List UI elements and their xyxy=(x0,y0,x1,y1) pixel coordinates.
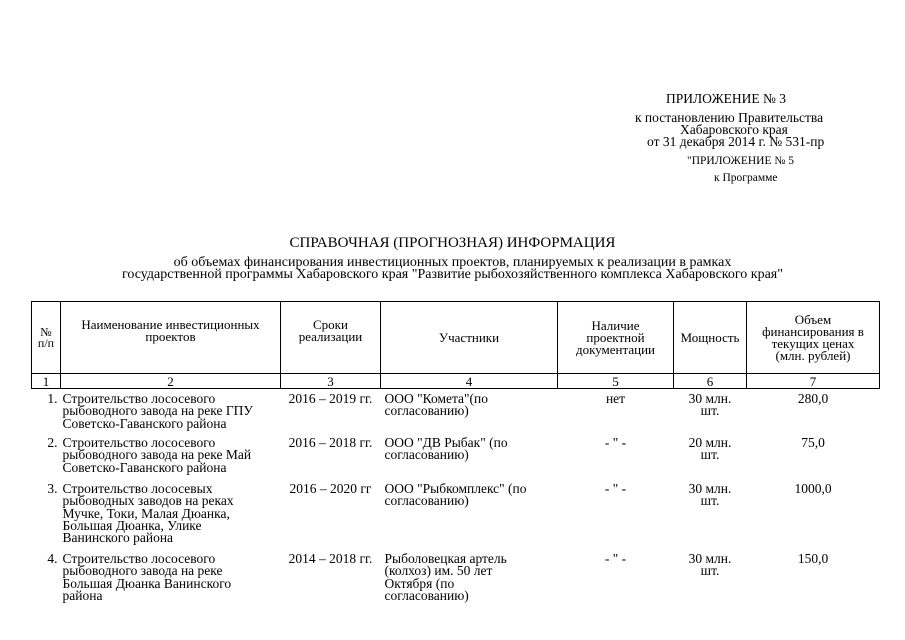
power-line: 30 млн. xyxy=(688,551,732,566)
project-power xyxy=(674,389,747,438)
project-volume: 1000,0 xyxy=(794,481,832,496)
header-volume-line-3: текущих ценах xyxy=(771,335,855,351)
project-name xyxy=(61,389,281,438)
project-term: 2014 – 2018 гг. xyxy=(288,551,373,566)
header-term-line-2: реализации xyxy=(298,329,363,344)
resolution-line-2: Хабаровского края xyxy=(680,122,788,137)
power-line: 20 млн. xyxy=(688,435,732,450)
project-name-line: Большая Дюанка, Улике xyxy=(62,517,202,533)
project-name-line: Мучке, Токи, Малая Дюанка, xyxy=(62,505,230,521)
project-name-line: рыбоводного завода на реке ГПУ xyxy=(62,403,253,419)
project-name-line: Большая Дюанка Ванинского xyxy=(62,575,232,591)
header-name-line-1: Наименование инвестиционных xyxy=(81,317,260,332)
power-line: шт. xyxy=(700,403,720,419)
project-participants xyxy=(381,437,558,483)
project-name-line: Строительство лососевого xyxy=(62,391,216,406)
project-name xyxy=(61,553,281,611)
project-docs: - " - xyxy=(604,481,627,496)
project-name-line: рыбоводного завода на реке xyxy=(62,563,223,579)
participants-line: согласованию) xyxy=(384,493,469,509)
header-volume-line-2: финансирования в xyxy=(762,323,864,339)
header-volume-line-4: (млн. рублей) xyxy=(775,347,851,363)
header-docs-line-2: проектной xyxy=(586,329,645,345)
participants-line: согласованию) xyxy=(384,447,469,463)
row-number: 2. xyxy=(47,435,58,450)
row-number: 1. xyxy=(47,391,58,406)
column-number: 3 xyxy=(281,374,381,389)
power-line: шт. xyxy=(700,563,720,579)
project-participants xyxy=(381,389,558,438)
document-title: СПРАВОЧНАЯ (ПРОГНОЗНАЯ) ИНФОРМАЦИЯ xyxy=(289,235,616,251)
project-name-line: Советско-Гаванского района xyxy=(62,415,227,431)
resolution-line-3: от 31 декабря 2014 г. № 531-пр xyxy=(647,134,825,149)
old-appendix-to: к Программе xyxy=(714,172,778,184)
header-docs-line-1: Наличие xyxy=(591,317,640,333)
participants-line: ООО "Рыбкомплекс" (по xyxy=(384,481,527,496)
participants-line: ООО "Комета"(по xyxy=(384,391,489,406)
project-docs: нет xyxy=(605,391,626,406)
project-name-line: Строительство лососевых xyxy=(62,481,213,496)
project-participants xyxy=(381,553,558,611)
power-line: 30 млн. xyxy=(688,391,732,406)
column-number: 5 xyxy=(558,374,674,389)
header-name xyxy=(61,302,281,374)
project-docs: - " - xyxy=(604,435,627,450)
project-name xyxy=(61,437,281,483)
project-name xyxy=(61,483,281,553)
participants-line: согласованию) xyxy=(384,587,469,603)
project-volume: 150,0 xyxy=(797,551,829,566)
column-number: 2 xyxy=(61,374,281,389)
participants-line: Рыболовецкая артель xyxy=(384,551,507,566)
resolution-line-1: к постановлению Правительства xyxy=(635,110,824,125)
header-term-line-1: Сроки xyxy=(313,317,348,332)
project-docs: - " - xyxy=(604,551,627,566)
header-term xyxy=(281,302,381,374)
old-appendix-number: "ПРИЛОЖЕНИЕ № 5 xyxy=(687,155,794,167)
project-name-line: Строительство лососевого xyxy=(62,551,216,566)
project-power xyxy=(674,437,747,483)
project-volume: 75,0 xyxy=(801,435,825,450)
power-line: шт. xyxy=(700,447,720,463)
document-subtitle-1: об объемах финансирования инвестиционных проектов, планируемых к реализации в рамках xyxy=(173,255,732,270)
project-power xyxy=(674,483,747,553)
header-num-line-1: № xyxy=(40,324,52,339)
investment-projects-table xyxy=(31,301,880,611)
header-num-line-2: п/п xyxy=(37,335,55,350)
table-row xyxy=(32,553,880,611)
project-term: 2016 – 2019 гг. xyxy=(288,391,373,406)
header-volume xyxy=(747,302,880,374)
header-power: Мощность xyxy=(674,302,747,374)
project-term: 2016 – 2018 гг. xyxy=(288,435,373,450)
document-subtitle-2: государственной программы Хабаровского края "Развитие рыбохозяйственного комплекса Хабаровского края" xyxy=(122,267,783,282)
row-number: 3. xyxy=(47,481,58,496)
participants-line: (колхоз) им. 50 лет xyxy=(384,563,493,579)
project-name-line: Ванинского района xyxy=(62,530,174,546)
column-number: 6 xyxy=(674,374,747,389)
project-power xyxy=(674,553,747,611)
project-name-line: рыбоводных заводов на реках xyxy=(62,493,234,509)
table-header-row xyxy=(32,302,880,374)
power-line: шт. xyxy=(700,493,720,509)
project-name-line: Строительство лососевого xyxy=(62,435,216,450)
table-row xyxy=(32,437,880,483)
appendix-number: ПРИЛОЖЕНИЕ № 3 xyxy=(666,91,787,106)
participants-line: согласованию) xyxy=(384,403,469,419)
project-name-line: района xyxy=(62,587,103,603)
header-docs xyxy=(558,302,674,374)
column-number-row xyxy=(32,374,880,389)
project-term: 2016 – 2020 гг xyxy=(289,481,372,496)
project-volume: 280,0 xyxy=(797,391,829,406)
header-volume-line-1: Объем xyxy=(794,311,832,327)
row-number: 4. xyxy=(47,551,58,566)
column-number: 7 xyxy=(747,374,880,389)
power-line: 30 млн. xyxy=(688,481,732,496)
column-number: 1 xyxy=(32,374,61,389)
table-row xyxy=(32,389,880,438)
header-num xyxy=(32,302,61,374)
column-number: 4 xyxy=(381,374,558,389)
project-participants xyxy=(381,483,558,553)
header-docs-line-3: документации xyxy=(575,341,655,357)
header-name-line-2: проектов xyxy=(145,329,196,344)
participants-line: ООО "ДВ Рыбак" (по xyxy=(384,435,508,450)
table-row xyxy=(32,483,880,553)
participants-line: Октября (по xyxy=(384,575,455,591)
header-participants: Участники xyxy=(381,302,558,374)
project-name-line: рыбоводного завода на реке Май xyxy=(62,447,252,463)
project-name-line: Советско-Гаванского района xyxy=(62,459,227,475)
